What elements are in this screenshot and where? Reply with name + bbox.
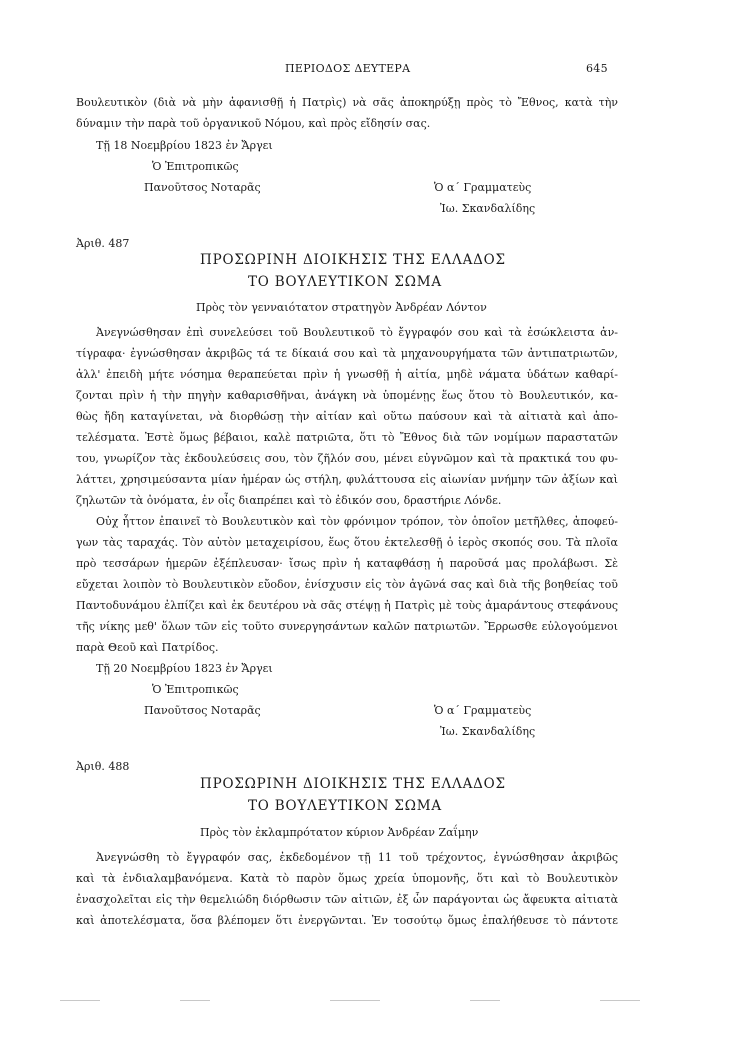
document-title: ΠΡΟΣΩΡΙΝΗ ΔΙΟΙΚΗΣΙΣ ΤΗΣ ΕΛΛΑΔΟΣ xyxy=(200,776,506,792)
scan-artifact xyxy=(180,1000,210,1001)
date-line: Τῇ 18 Νοεμβρίου 1823 ἐν Ἄργει xyxy=(96,139,273,152)
running-title: ΠΕΡΙΟΔΟΣ ΔΕΥΤΕΡΑ xyxy=(285,62,411,75)
secretary-role: Ὁ α΄ Γραμματεὺς xyxy=(434,181,532,194)
text-line: Ἀνεγνώσθησαν ἐπὶ συνελεύσει τοῦ Βουλευτικοῦ τὸ ἔγγραφόν σου καὶ τὰ ἐσώκλειστα ἀν- xyxy=(96,326,618,339)
text-line: ζηλωτῶν τὰ ὀνόματα, ἐν οἷς διαπρέπει καὶ τὸ ἐδικόν σου, δραστήριε Λόνδε. xyxy=(76,494,502,507)
text-line: ἀλλ' ἐπειδὴ μήτε νόσημα θεραπεύεται πρὶν ἡ γνωσθῇ ἡ αἰτία, μηδὲ νάματα ὑδάτων καθαρί- xyxy=(76,368,618,381)
text-line: τῆς νίκης μεθ' ὅλων τῶν εἰς τοῦτο συνεργησάντων καλῶν πατριωτῶν. Ἔρρωσθε εὐλογούμενοι xyxy=(76,620,618,633)
text-line: ζονται πρὶν ἡ τὴν πηγὴν καθαρισθῆναι, ἀνάγκη νὰ ὑπομένῃς ἕως ὅτου τὸ Βουλευτικόν, κα- xyxy=(76,389,618,402)
signature-name: Πανοῦτσος Νοταρᾶς xyxy=(144,181,261,194)
text-line: παρὰ Θεοῦ καὶ Πατρίδος. xyxy=(76,641,219,654)
text-line: εὔχεται λοιπὸν τὸ Βουλευτικὸν εὔοδον, ἐνίσχυσιν εἰς τὸν ἀγῶνά σας καὶ διὰ τῆς βοηθείας τοῦ xyxy=(76,578,618,591)
text-line: Παντοδυνάμου ἐλπίζει καὶ ἐκ δευτέρου νὰ σᾶς στέψῃ ἡ Πατρὶς μὲ τοὺς ἀμαράντους στεφάνους xyxy=(76,599,618,612)
addressee: Πρὸς τὸν γενναιότατον στρατηγὸν Ἀνδρέαν Λόντον xyxy=(196,301,487,314)
document-title: ΠΡΟΣΩΡΙΝΗ ΔΙΟΙΚΗΣΙΣ ΤΗΣ ΕΛΛΑΔΟΣ xyxy=(200,252,506,268)
signature-role: Ὁ Ἐπιτροπικῶς xyxy=(152,683,239,696)
secretary-role: Ὁ α΄ Γραμματεὺς xyxy=(434,704,532,717)
page-number: 645 xyxy=(586,62,608,75)
text-line: Οὐχ ἧττον ἐπαινεῖ τὸ Βουλευτικὸν καὶ τὸν φρόνιμον τρόπον, τὸν ὁποῖον μετῆλθες, ἀποφεύ- xyxy=(96,515,618,528)
text-line: Ἀνεγνώσθη τὸ ἔγγραφόν σας, ἐκδεδομένον τῇ 11 τοῦ τρέχοντος, ἐγνώσθησαν ἀκριβῶς xyxy=(96,851,618,864)
document-number: Ἀριθ. 488 xyxy=(76,760,130,773)
text-line: λάττει, χρησιμεύσαντα μίαν ἡμέραν ὡς στήλη, φυλάττουσα εἰς αἰωνίαν μνήμην τῶν ἀξίων καὶ xyxy=(76,473,618,486)
text-line: καὶ ἀποτελέσματα, ὅσα βλέπομεν ὅτι ἐνεργῶνται. Ἐν τοσούτῳ ὅμως ἐπαλήθευσε τὸ πάντοτε xyxy=(76,914,618,927)
document-subtitle: ΤΟ ΒΟΥΛΕΥΤΙΚΟΝ ΣΩΜΑ xyxy=(248,798,442,814)
text-line: γων τὰς ταραχάς. Τὸν αὐτὸν μεταχειρίσου, ἕως ὅτου ἐκτελεσθῇ ὁ ἱερὸς σκοπός σου. Τὰ πλοῖα xyxy=(76,536,618,549)
date-line: Τῇ 20 Νοεμβρίου 1823 ἐν Ἄργει xyxy=(96,662,273,675)
document-number: Ἀριθ. 487 xyxy=(76,237,130,250)
text-line: ἐνασχολεῖται εἰς τὴν θεμελιώδη διόρθωσιν τῶν αἰτιῶν, ἐξ ὧν παράγονται ὡς ἄφευκτα αἰτιατὰ xyxy=(76,893,618,906)
document-subtitle: ΤΟ ΒΟΥΛΕΥΤΙΚΟΝ ΣΩΜΑ xyxy=(248,274,442,290)
text-line: πρὸ τεσσάρων ἡμερῶν ἐξέπλευσαν· ἴσως πρὶν ἡ καταφθάσῃ ἡ παροῦσά μας προλάβωσι. Σὲ xyxy=(76,557,618,570)
text-line: θὼς ἤδη καταγίνεται, νὰ διορθώσῃ τὴν αἰτίαν καὶ οὕτω παύσουν καὶ τὰ αἰτιατὰ καὶ ἀπο- xyxy=(76,410,618,423)
signature-role: Ὁ Ἐπιτροπικῶς xyxy=(152,160,239,173)
secretary-name: Ἰω. Σκανδαλίδης xyxy=(440,202,536,215)
text-line: τίγραφα· ἐγνώσθησαν ἀκριβῶς τά τε δίκαιά σου καὶ τὰ μηχανουργήματα τῶν ἀντιπατριωτῶν, xyxy=(76,347,618,360)
scan-artifact xyxy=(470,1000,500,1001)
signature-name: Πανοῦτσος Νοταρᾶς xyxy=(144,704,261,717)
text-line: του, γνωρίζον τὰς ἐκδουλεύσεις σου, τὸν ζῆλόν σου, μένει εὐγνῶμον καὶ τὰ πρακτικά του φυ- xyxy=(76,452,618,465)
addressee: Πρὸς τὸν ἐκλαμπρότατον κύριον Ἀνδρέαν Ζαΐμην xyxy=(200,826,479,839)
scan-artifact xyxy=(60,1000,100,1001)
text-line: δύναμιν τὴν παρὰ τοῦ ὀργανικοῦ Νόμου, καὶ πρὸς εἴδησίν σας. xyxy=(76,117,431,130)
text-line: καὶ τὰ ἐνδιαλαμβανόμενα. Κατὰ τὸ παρὸν ὅμως χρεία ὑπομονῆς, ὅτι καὶ τὸ Βουλευτικὸν xyxy=(76,872,618,885)
scan-artifact xyxy=(600,1000,640,1001)
text-line: Βουλευτικὸν (διὰ νὰ μὴν ἀφανισθῇ ἡ Πατρὶς) νὰ σᾶς ἀποκηρύξῃ πρὸς τὸ Ἔθνος, κατὰ τὴν xyxy=(76,96,618,109)
text-line: τελέσματα. Ἐστὲ ὅμως βέβαιοι, καλὲ πατριῶτα, ὅτι τὸ Ἔθνος διὰ τῶν νομίμων παραστατῶν xyxy=(76,431,618,444)
secretary-name: Ἰω. Σκανδαλίδης xyxy=(440,725,536,738)
scan-artifact xyxy=(330,1000,380,1001)
